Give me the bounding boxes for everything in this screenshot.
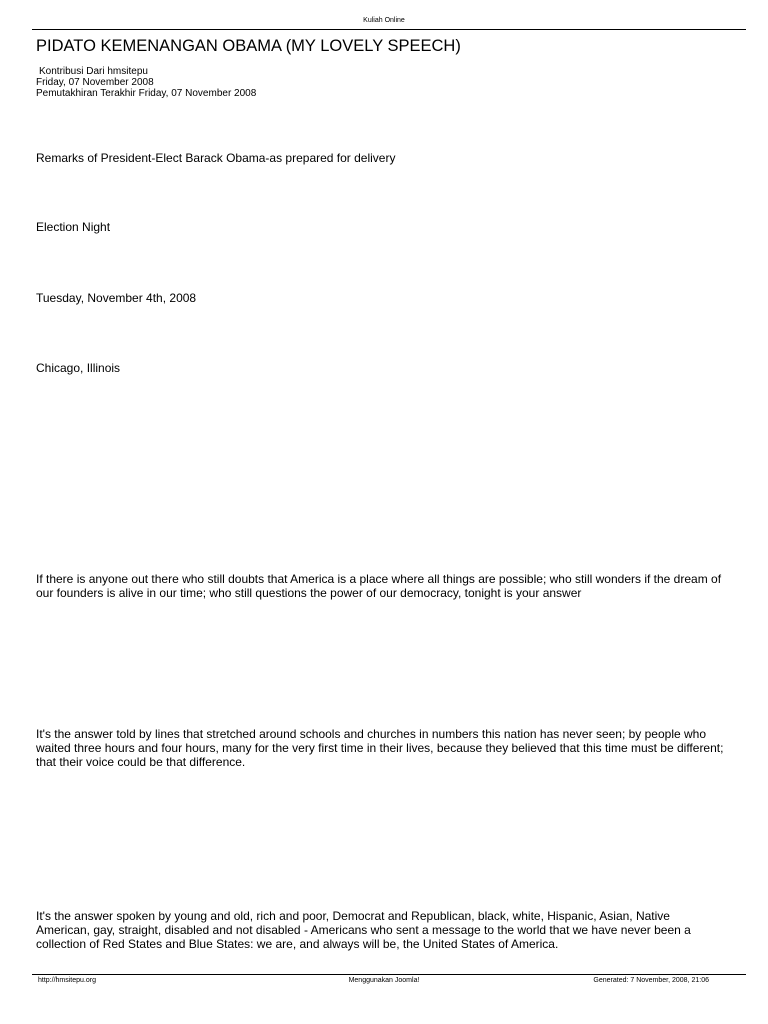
paragraph-date: Tuesday, November 4th, 2008 bbox=[36, 291, 197, 305]
author-line: Kontribusi Dari hmsitepu bbox=[39, 66, 148, 77]
footer-url: http://hmsitepu.org bbox=[38, 977, 96, 984]
footer-generated: Generated: 7 November, 2008, 21:06 bbox=[593, 977, 709, 984]
paragraph-election-night: Election Night bbox=[36, 220, 111, 234]
paragraph-location: Chicago, Illinois bbox=[36, 361, 121, 375]
site-name-header: Kuliah Online bbox=[363, 17, 405, 24]
updated-line: Pemutakhiran Terakhir Friday, 07 November 2008 bbox=[36, 88, 257, 99]
header-divider bbox=[32, 29, 746, 30]
article-title: PIDATO KEMENANGAN OBAMA (MY LOVELY SPEECH) bbox=[36, 37, 461, 55]
paragraph-speech-1: If there is anyone out there who still doubts that America is a place where all things are possible; who still wonders if the dream of our founders is alive in our time; who still questions the power of our democracy, tonight is your answer bbox=[36, 572, 722, 600]
paragraph-speech-2: It's the answer told by lines that stretched around schools and churches in numbers this nation has never seen; by people who waited three hours and four hours, many for the very first time in their lives, because they believed that this time must be different; that their voice could be that difference. bbox=[36, 727, 724, 769]
article-meta bbox=[36, 66, 256, 99]
footer-powered-by: Menggunakan Joomla! bbox=[348, 977, 420, 984]
footer-divider bbox=[32, 974, 746, 975]
paragraph-remarks: Remarks of President-Elect Barack Obama-as prepared for delivery bbox=[36, 151, 396, 165]
date-line: Friday, 07 November 2008 bbox=[36, 77, 154, 88]
paragraph-speech-3: It's the answer spoken by young and old, rich and poor, Democrat and Republican, black, white, Hispanic, Asian, Native American, gay, straight, disabled and not disabled - Americans who sent a message to the world that we have never been a collection of Red States and Blue States: we are, and always will be, the United States of America. bbox=[36, 909, 691, 951]
